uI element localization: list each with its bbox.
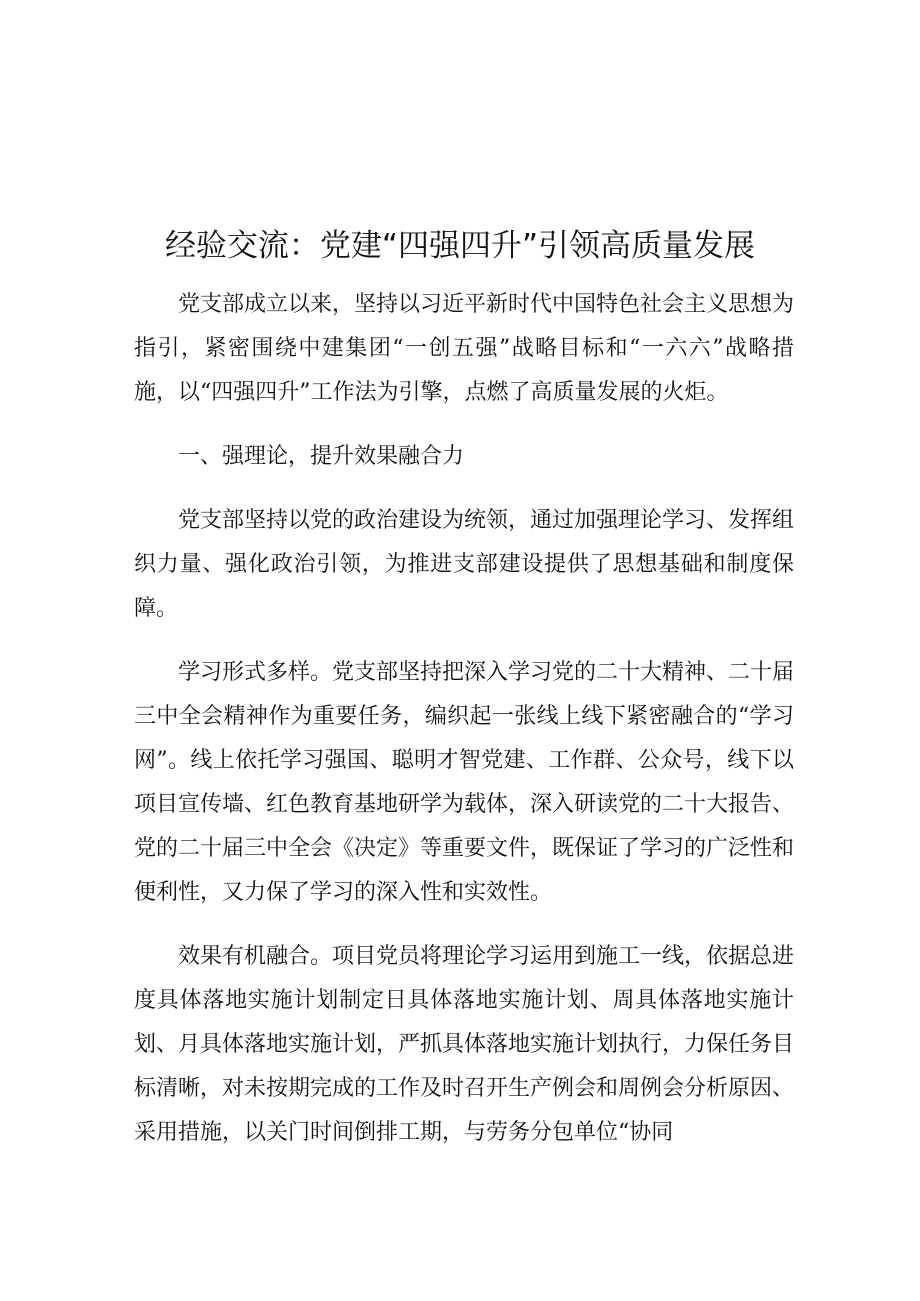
paragraph-study-forms: 学习形式多样。党支部坚持把深入学习党的二十大精神、二十届三中全会精神作为重要任务，编织起一张线上线下紧密融合的“学习网”。线上依托学习强国、聪明才智党建、工作群、公众号，线下以项目宣传墙、红色教育基地研学为载体，深入研读党的二十大报告、党的二十届三中全会《决定》等重要文件，既保证了学习的广泛性和便利性，又力保了学习的深入性和实效性。 (134, 660, 795, 905)
paragraph-effect-fusion: 效果有机融合。项目党员将理论学习运用到施工一线，依据总进度具体落地实施计划制定日具体落地实施计划、周具体落地实施计划、月具体落地实施计划，严抓具体落地实施计划执行，力保任务目标清晰，对未按期完成的工作及时召开生产例会和周例会分析原因、采用措施，以关门时间倒排工期，与劳务分包单位“协同 (134, 944, 795, 1145)
section-heading: 一、强理论，提升效果融合力 (178, 444, 465, 469)
paragraph-section-intro: 党支部坚持以党的政治建设为统领，通过加强理论学习、发挥组织力量、强化政治引领，为推进支部建设提供了思想基础和制度保障。 (134, 508, 795, 621)
document-title: 经验交流：党建“四强四升”引领高质量发展 (164, 228, 756, 264)
document-body (134, 283, 794, 1175)
paragraph-intro: 党支部成立以来，坚持以习近平新时代中国特色社会主义思想为指引，紧密围绕中建集团“一创五强”战略目标和“一六六”战略措施，以“四强四升”工作法为引擎，点燃了高质量发展的火炬。 (134, 292, 795, 405)
